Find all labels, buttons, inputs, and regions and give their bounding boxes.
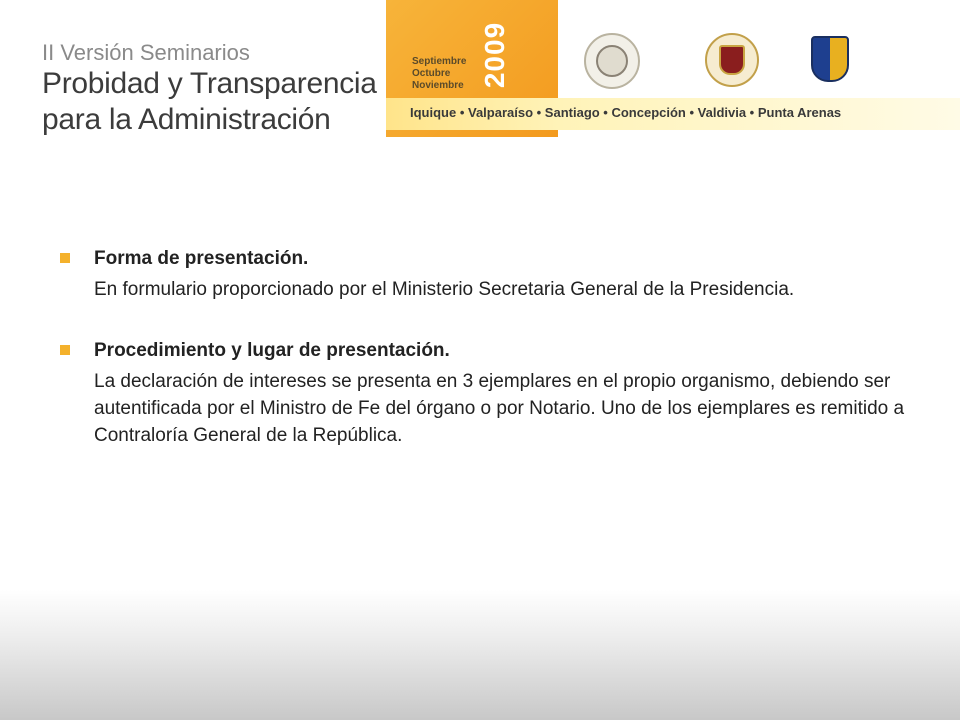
square-bullet-icon	[60, 345, 70, 355]
item-body: La declaración de intereses se presenta en 3 ejemplares en el propio organismo, debiendo ser autentificada por el Ministro de Fe del órgano o por Notario. Uno de los ejemplares es remitido a Contraloría General de la República.	[94, 371, 905, 446]
item-heading: Forma de presentación.	[94, 248, 309, 269]
university-seal-icon	[705, 33, 759, 87]
cities-list: Iquique • Valparaíso • Santiago • Concepción • Valdivia • Punta Arenas	[410, 105, 842, 120]
year-label: 2009	[479, 21, 510, 89]
month-october: Octubre	[412, 68, 451, 79]
item-heading: Procedimiento y lugar de presentación.	[94, 340, 450, 361]
slide-content	[56, 245, 906, 449]
square-bullet-icon	[60, 253, 70, 263]
seminar-title-line2: para la Administración	[42, 103, 331, 136]
seminar-title-line1: Probidad y Transparencia	[42, 67, 377, 100]
item-body: En formulario proporcionado por el Ministerio Secretaria General de la Presidencia.	[94, 279, 795, 300]
contraloria-seal-icon	[584, 33, 640, 89]
seminar-title	[42, 66, 377, 138]
month-september: Septiembre	[412, 56, 467, 67]
seminar-supertitle: II Versión Seminarios	[42, 40, 250, 65]
months-list	[412, 56, 466, 92]
content-item	[56, 245, 906, 303]
content-item	[56, 337, 906, 449]
header-title-block	[0, 0, 384, 140]
month-november: Noviembre	[412, 80, 464, 91]
university-shield-icon	[811, 36, 849, 82]
